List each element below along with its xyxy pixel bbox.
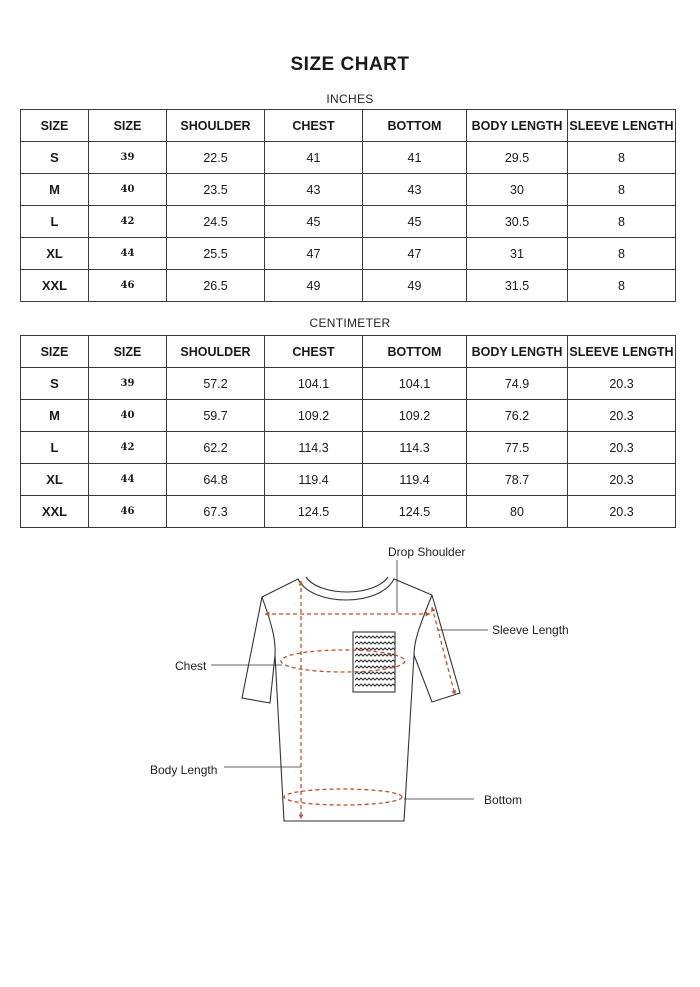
table-cell: S — [21, 142, 89, 174]
table-cell: 30.5 — [467, 206, 568, 238]
table-cell: 42 — [89, 206, 167, 238]
table-cell: S — [21, 368, 89, 400]
table-cell: 44 — [89, 464, 167, 496]
table-cell: 31.5 — [467, 270, 568, 302]
table-cell: 8 — [568, 270, 676, 302]
table-cell: 76.2 — [467, 400, 568, 432]
column-header: BODY LENGTH — [467, 336, 568, 368]
table-cell: 44 — [89, 238, 167, 270]
table-header-row — [21, 336, 676, 368]
table-cell: 41 — [265, 142, 363, 174]
table-row — [21, 432, 676, 464]
table-cell: 41 — [363, 142, 467, 174]
table-cell: M — [21, 174, 89, 206]
table-cell: 8 — [568, 238, 676, 270]
column-header: CHEST — [265, 336, 363, 368]
table-cell: 124.5 — [265, 496, 363, 528]
pocket-zigzag-line — [355, 636, 395, 638]
table-cell: 29.5 — [467, 142, 568, 174]
column-header: SIZE — [21, 336, 89, 368]
table-cell: 30 — [467, 174, 568, 206]
sleeve-length-measure-line — [432, 607, 455, 695]
column-header: BODY LENGTH — [467, 110, 568, 142]
table-cell: 104.1 — [265, 368, 363, 400]
table-cell: 20.3 — [568, 464, 676, 496]
inches-size-table — [20, 109, 676, 302]
bottom-label: Bottom — [484, 793, 523, 807]
tshirt-measurement-diagram — [0, 535, 700, 855]
column-header: SIZE — [89, 110, 167, 142]
centimeter-caption: CENTIMETER — [309, 316, 391, 330]
table-cell: 47 — [265, 238, 363, 270]
table-cell: 8 — [568, 142, 676, 174]
table-cell: 109.2 — [265, 400, 363, 432]
table-cell: 47 — [363, 238, 467, 270]
pocket-zigzag-line — [355, 648, 395, 650]
sleeve-length-label: Sleeve Length — [492, 623, 569, 637]
table-cell: 42 — [89, 432, 167, 464]
table-cell: 8 — [568, 206, 676, 238]
pocket-zigzag-line — [355, 654, 395, 656]
table-row — [21, 496, 676, 528]
pocket-pattern — [355, 636, 395, 686]
table-cell: 77.5 — [467, 432, 568, 464]
measure-arrowhead — [426, 612, 430, 617]
chest-label: Chest — [175, 659, 207, 673]
measure-arrowhead — [299, 815, 304, 819]
page-title: SIZE CHART — [290, 54, 410, 75]
left-sleeve-seam — [262, 597, 275, 655]
column-header: BOTTOM — [363, 110, 467, 142]
pocket-zigzag-line — [355, 642, 395, 644]
table-cell: 40 — [89, 400, 167, 432]
table-cell: 57.2 — [167, 368, 265, 400]
table-cell: 104.1 — [363, 368, 467, 400]
table-row — [21, 368, 676, 400]
table-cell: XL — [21, 464, 89, 496]
table-cell: 67.3 — [167, 496, 265, 528]
table-cell: L — [21, 432, 89, 464]
table-cell: 49 — [265, 270, 363, 302]
table-cell: 119.4 — [265, 464, 363, 496]
table-cell: 119.4 — [363, 464, 467, 496]
table-header-row — [21, 110, 676, 142]
column-header: SLEEVE LENGTH — [568, 336, 676, 368]
right-sleeve-seam — [414, 595, 432, 655]
table-cell: 114.3 — [265, 432, 363, 464]
column-header: SIZE — [89, 336, 167, 368]
table-cell: 74.9 — [467, 368, 568, 400]
table-cell: 8 — [568, 174, 676, 206]
table-cell: 46 — [89, 496, 167, 528]
table-cell: XL — [21, 238, 89, 270]
table-cell: XXL — [21, 496, 89, 528]
table-cell: XXL — [21, 270, 89, 302]
column-header: SHOULDER — [167, 110, 265, 142]
table-cell: 40 — [89, 174, 167, 206]
column-header: SIZE — [21, 110, 89, 142]
table-row — [21, 206, 676, 238]
inches-caption: INCHES — [326, 92, 374, 106]
table-cell: 31 — [467, 238, 568, 270]
table-cell: 78.7 — [467, 464, 568, 496]
table-cell: 45 — [363, 206, 467, 238]
table-cell: 23.5 — [167, 174, 265, 206]
table-cell: 22.5 — [167, 142, 265, 174]
column-header: SHOULDER — [167, 336, 265, 368]
column-header: CHEST — [265, 110, 363, 142]
pocket-zigzag-line — [355, 672, 395, 674]
table-cell: 25.5 — [167, 238, 265, 270]
table-cell: 124.5 — [363, 496, 467, 528]
table-cell: 80 — [467, 496, 568, 528]
centimeter-size-table — [20, 335, 676, 528]
pocket-zigzag-line — [355, 684, 395, 686]
table-cell: 109.2 — [363, 400, 467, 432]
tshirt-illustration — [0, 535, 700, 855]
table-row — [21, 142, 676, 174]
pocket-zigzag-line — [355, 660, 395, 662]
table-cell: 20.3 — [568, 400, 676, 432]
body-length-label: Body Length — [150, 763, 218, 777]
table-row — [21, 270, 676, 302]
table-cell: L — [21, 206, 89, 238]
table-cell: 59.7 — [167, 400, 265, 432]
table-cell: 114.3 — [363, 432, 467, 464]
table-cell: 49 — [363, 270, 467, 302]
table-cell: 62.2 — [167, 432, 265, 464]
table-cell: 39 — [89, 142, 167, 174]
column-header: SLEEVE LENGTH — [568, 110, 676, 142]
table-row — [21, 464, 676, 496]
table-cell: 45 — [265, 206, 363, 238]
table-cell: 43 — [363, 174, 467, 206]
table-row — [21, 400, 676, 432]
table-cell: 64.8 — [167, 464, 265, 496]
table-cell: 20.3 — [568, 368, 676, 400]
table-cell: 46 — [89, 270, 167, 302]
pocket-zigzag-line — [355, 666, 395, 668]
table-cell: M — [21, 400, 89, 432]
table-cell: 43 — [265, 174, 363, 206]
drop-shoulder-label: Drop Shoulder — [388, 545, 466, 559]
table-cell: 20.3 — [568, 496, 676, 528]
table-row — [21, 238, 676, 270]
column-header: BOTTOM — [363, 336, 467, 368]
table-cell: 39 — [89, 368, 167, 400]
table-row — [21, 174, 676, 206]
table-cell: 24.5 — [167, 206, 265, 238]
measure-arrowhead — [431, 607, 436, 612]
table-cell: 20.3 — [568, 432, 676, 464]
bottom-measure-ellipse — [284, 789, 402, 805]
pocket-zigzag-line — [355, 678, 395, 680]
collar-outline — [306, 577, 388, 592]
table-cell: 26.5 — [167, 270, 265, 302]
